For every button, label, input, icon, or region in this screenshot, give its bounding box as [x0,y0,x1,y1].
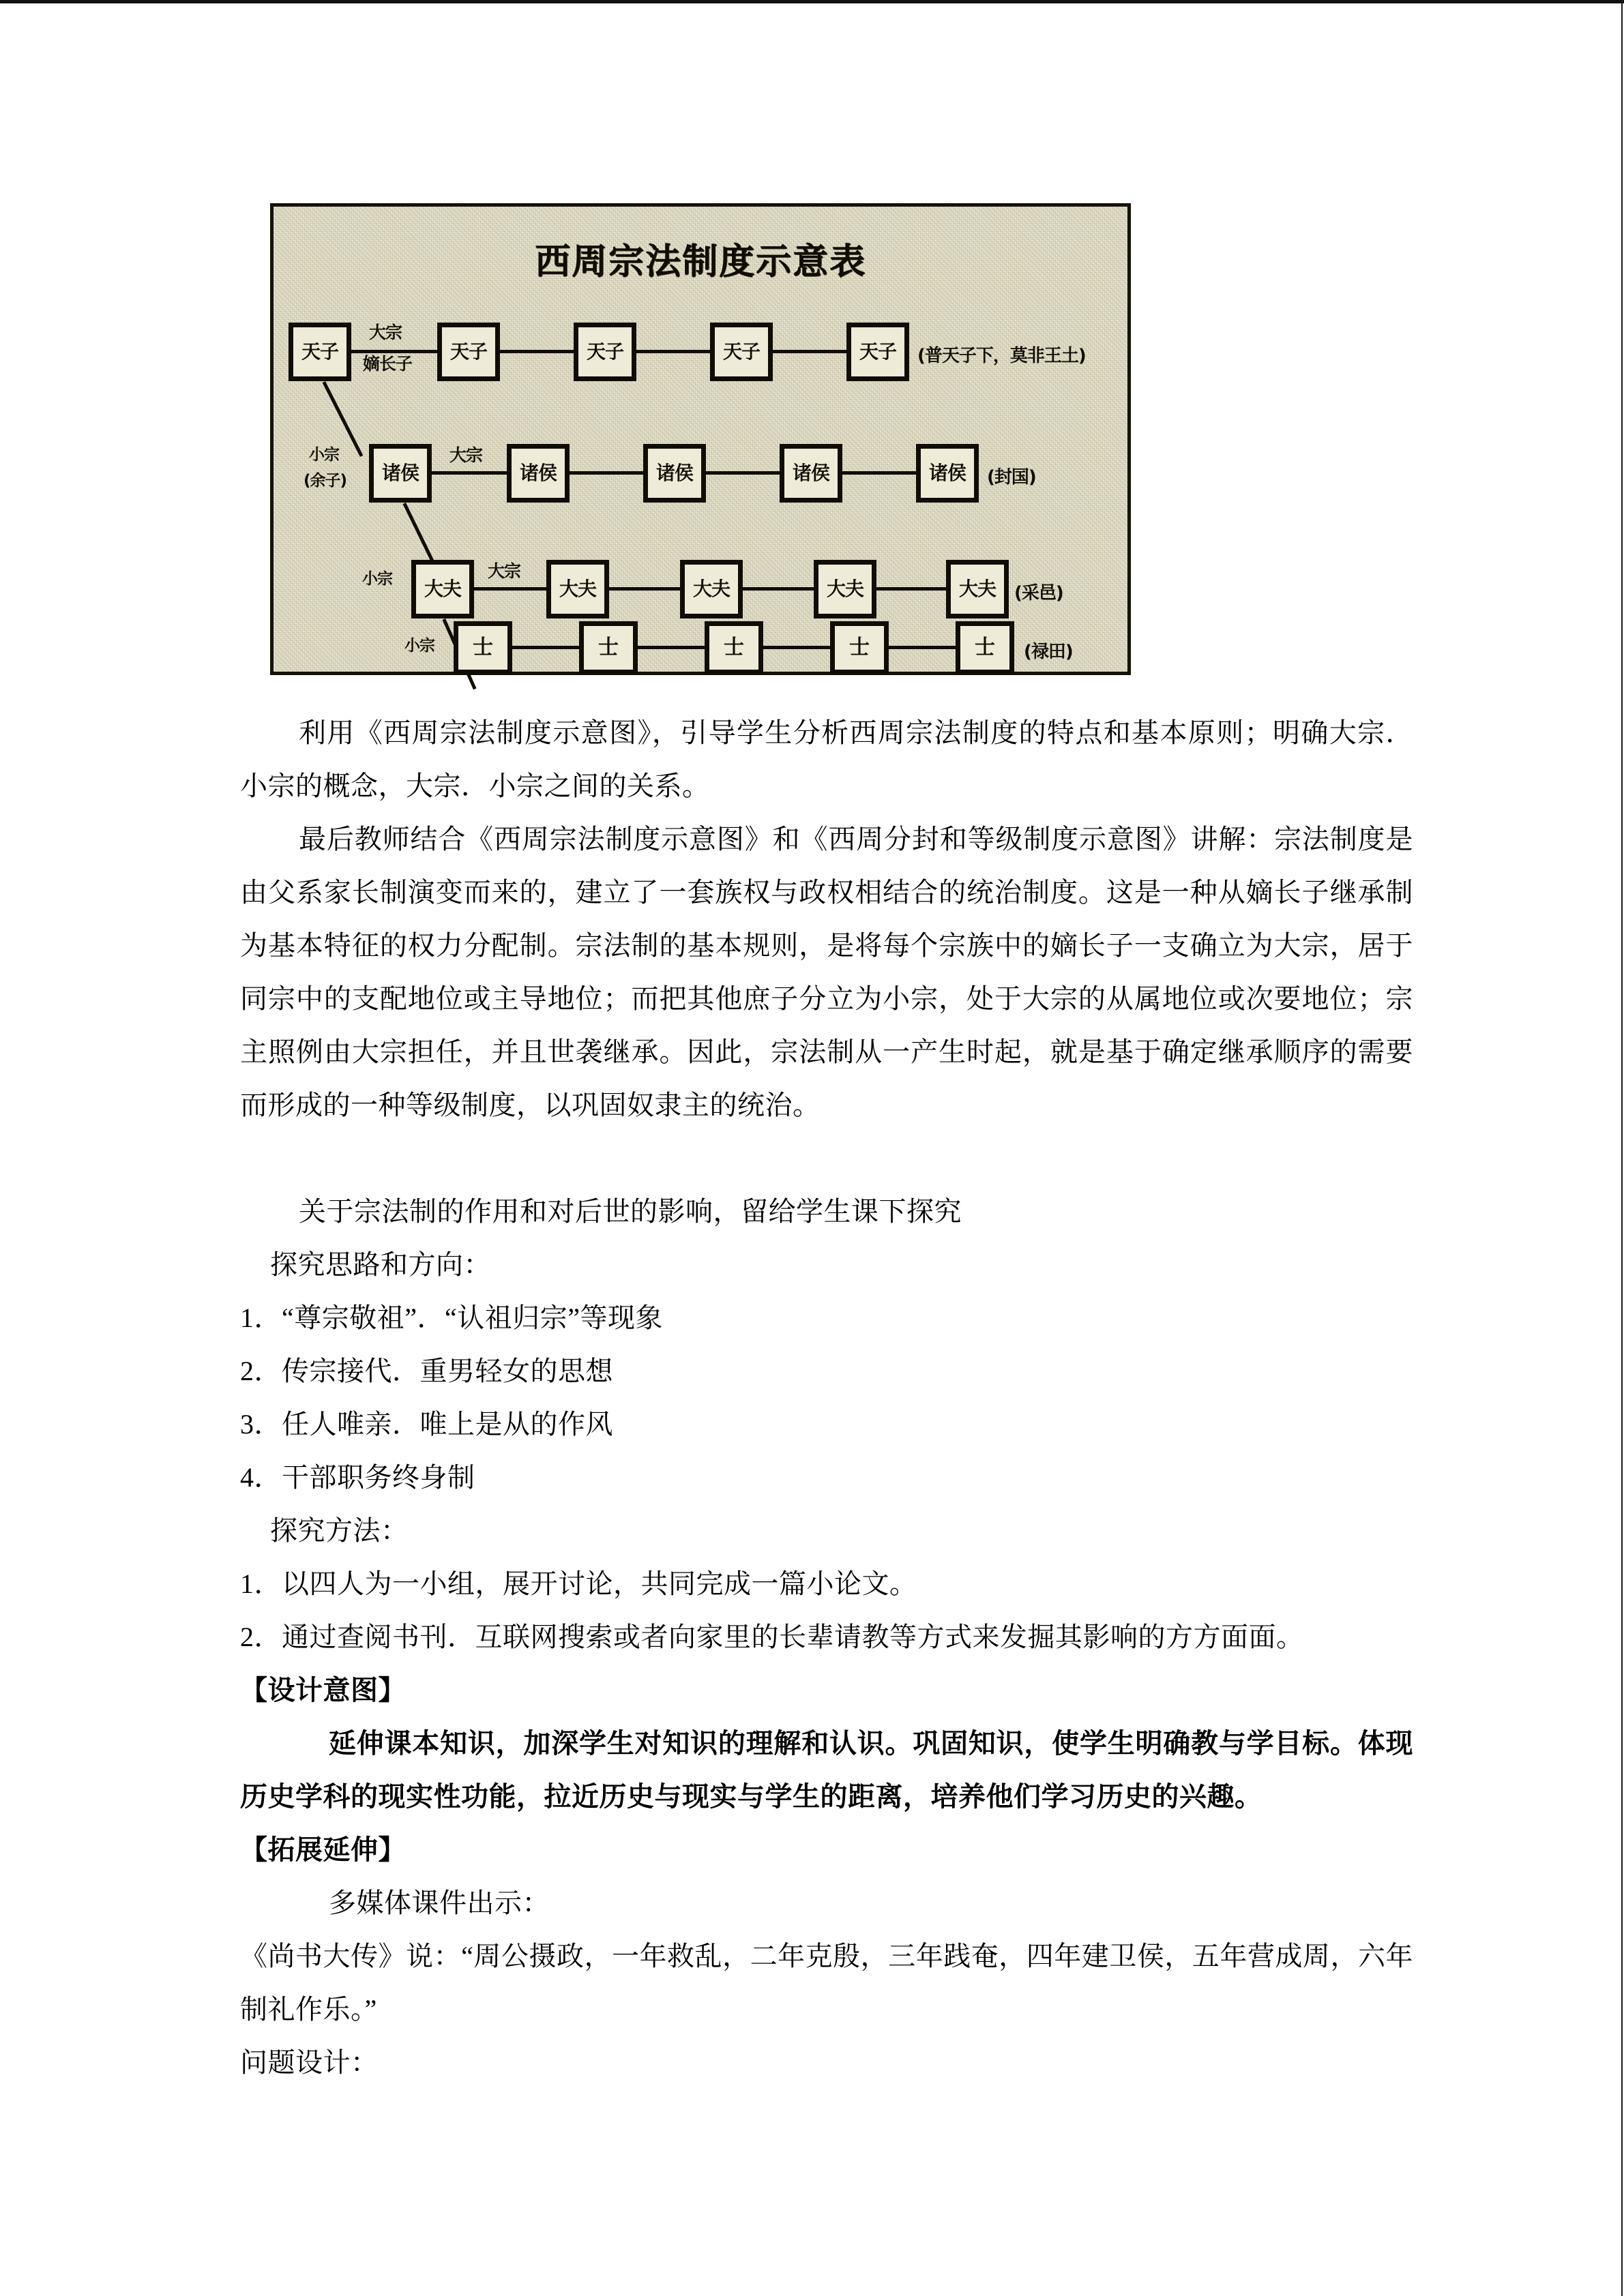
section-heading-extension: 【拓展延伸】 [240,1834,406,1865]
diagram-node-shi-3: 士 [705,621,763,674]
diagram-node-tianzi-1: 天子 [289,323,351,381]
diagram-link-tianzi-2-3 [500,350,574,353]
diagram-node-dafu-4: 大夫 [814,560,876,618]
diagram-node-dafu-1: 大夫 [411,560,474,618]
diagram-node-shi-4: 士 [830,621,889,674]
diagram-left-label-xiaozong-row3: 小宗 [362,570,392,588]
list-item-inquiry-2: 2．传宗接代．重男轻女的思想 [240,1356,613,1386]
diagram-node-dafu-5: 大夫 [946,560,1009,618]
diagram-note-row1: (普天子下，莫非王土) [917,346,1086,366]
diagram-relation-dazong-row1-top: 大宗 [369,323,402,342]
list-item-inquiry-3: 3．任人唯亲．唯上是从的作风 [240,1409,613,1440]
section-heading-design-intent: 【设计意图】 [240,1675,406,1705]
list-item-inquiry-4: 4．干部职务终身制 [240,1462,475,1493]
diagram-link-dafu-4-5 [876,587,946,591]
diagram-node-zhuhou-4: 诸侯 [780,444,842,503]
paragraph-multimedia-courseware: 多媒体课件出示： [329,1888,550,1918]
paragraph-inquiry-intro: 关于宗法制的作用和对后世的影响，留给学生课下探究 [299,1196,962,1227]
diagram-title: 西周宗法制度示意表 [534,241,866,282]
list-item-method-2: 2．通过查阅书刊．互联网搜索或者向家里的长辈请教等方式来发掘其影响的方方面面。 [240,1622,1304,1652]
diagram-relation-dazong-row2: 大宗 [449,445,483,465]
diagram-link-shi-2-3 [638,646,705,649]
zongfa-system-diagram [270,203,1131,675]
diagram-link-zhuhou-3-4 [706,471,780,475]
list-item-inquiry-1: 1．“尊宗敬祖”．“认祖归宗”等现象 [240,1302,664,1333]
diagram-node-tianzi-4: 天子 [710,323,773,381]
diagram-node-dafu-2: 大夫 [546,560,609,618]
diagram-link-zhuhou-4-5 [842,471,916,475]
paragraph-inquiry-direction-heading: 探究思路和方向： [270,1249,491,1280]
paragraph-design-intent-body: 延伸课本知识，加深学生对知识的理解和认识。巩固知识，使学生明确教与学目标。体现历史学科的现实性功能，拉近历史与现实与学生的距离，培养他们学习历史的兴趣。 [240,1728,1413,1812]
diagram-node-zhuhou-1: 诸侯 [369,444,432,503]
list-item-method-1: 1．以四人为一小组，展开讨论，共同完成一篇小论文。 [240,1568,917,1599]
diagram-left-label-xiaozong-row4: 小宗 [404,637,434,655]
figure-wrapper [270,203,1131,675]
diagram-left-label-xiaozong-row2-line1: 小宗 [309,446,339,464]
diagram-node-shi-5: 士 [956,621,1014,674]
diagram-link-tianzi-3-4 [636,350,710,353]
spacer [240,1132,1413,1185]
paragraph-use-diagram: 利用《西周宗法制度示意图》，引导学生分析西周宗法制度的特点和基本原则；明确大宗．小宗的概念，大宗．小宗之间的关系。 [240,717,1413,801]
diagram-relation-dazong-row3: 大宗 [488,561,521,581]
diagram-link-tianzi-1-2 [351,350,437,353]
diagram-node-zhuhou-3: 诸侯 [643,444,706,503]
diagram-node-shi-1: 士 [454,621,512,674]
diagram-link-tianzi-4-5 [773,350,846,353]
diagram-link-shi-1-2 [512,646,579,649]
diagram-node-tianzi-2: 天子 [437,323,500,381]
paragraph-question-design-heading: 问题设计： [240,2047,379,2078]
page-content [240,203,1413,2089]
diagram-left-label-xiaozong-row2-line2: (余子) [304,472,347,490]
paragraph-teacher-explanation: 最后教师结合《西周宗法制度示意图》和《西周分封和等级制度示意图》讲解：宗法制度是由父系家长制演变而来的，建立了一套族权与政权相结合的统治制度。这是一种从嫡长子继承制为基本特征的权力分配制。宗法制的基本规则，是将每个宗族中的嫡长子一支确立为大宗，居于同宗中的支配地位或主导地位；而把其他庶子分立为小宗，处于大宗的从属地位或次要地位；宗主照例由大宗担任，并且世袭继承。因此，宗法制从一产生时起，就是基于确定继承顺序的需要而形成的一种等级制度，以巩固奴隶主的统治。 [240,824,1413,1120]
diagram-note-row2: (封国) [987,467,1036,488]
diagram-node-tianzi-3: 天子 [574,323,636,381]
paragraph-inquiry-method-heading: 探究方法： [270,1515,409,1546]
diagram-link-zhuhou-1-2 [432,471,507,475]
diagram-node-zhuhou-2: 诸侯 [507,444,570,503]
diagram-note-row4: (禄田) [1024,642,1073,662]
diagram-relation-dizhangzi-row1-bottom: 嫡长子 [363,354,413,374]
diagram-link-zhuhou-2-3 [570,471,643,475]
diagram-node-zhuhou-5: 诸侯 [916,444,979,503]
diagram-node-dafu-3: 大夫 [680,560,743,618]
scan-artifact-top-band [0,0,1624,3]
diagram-node-tianzi-5: 天子 [846,323,909,381]
diagram-node-shi-2: 士 [579,621,638,674]
diagram-link-dafu-3-4 [743,587,814,591]
diagram-link-shi-3-4 [763,646,830,649]
body-text [240,706,1413,2089]
paragraph-shangshu-dazhuan-quote: 《尚书大传》说：“周公摄政，一年救乱，二年克殷，三年践奄，四年建卫侯，五年营成周，六年制礼作乐。” [240,1941,1413,2025]
diagram-link-dafu-1-2 [474,587,546,591]
diagram-note-row3: (采邑) [1014,583,1063,603]
diagram-link-dafu-2-3 [609,587,680,591]
diagram-link-shi-4-5 [889,646,956,649]
scan-artifact-right-line [1621,0,1623,2296]
